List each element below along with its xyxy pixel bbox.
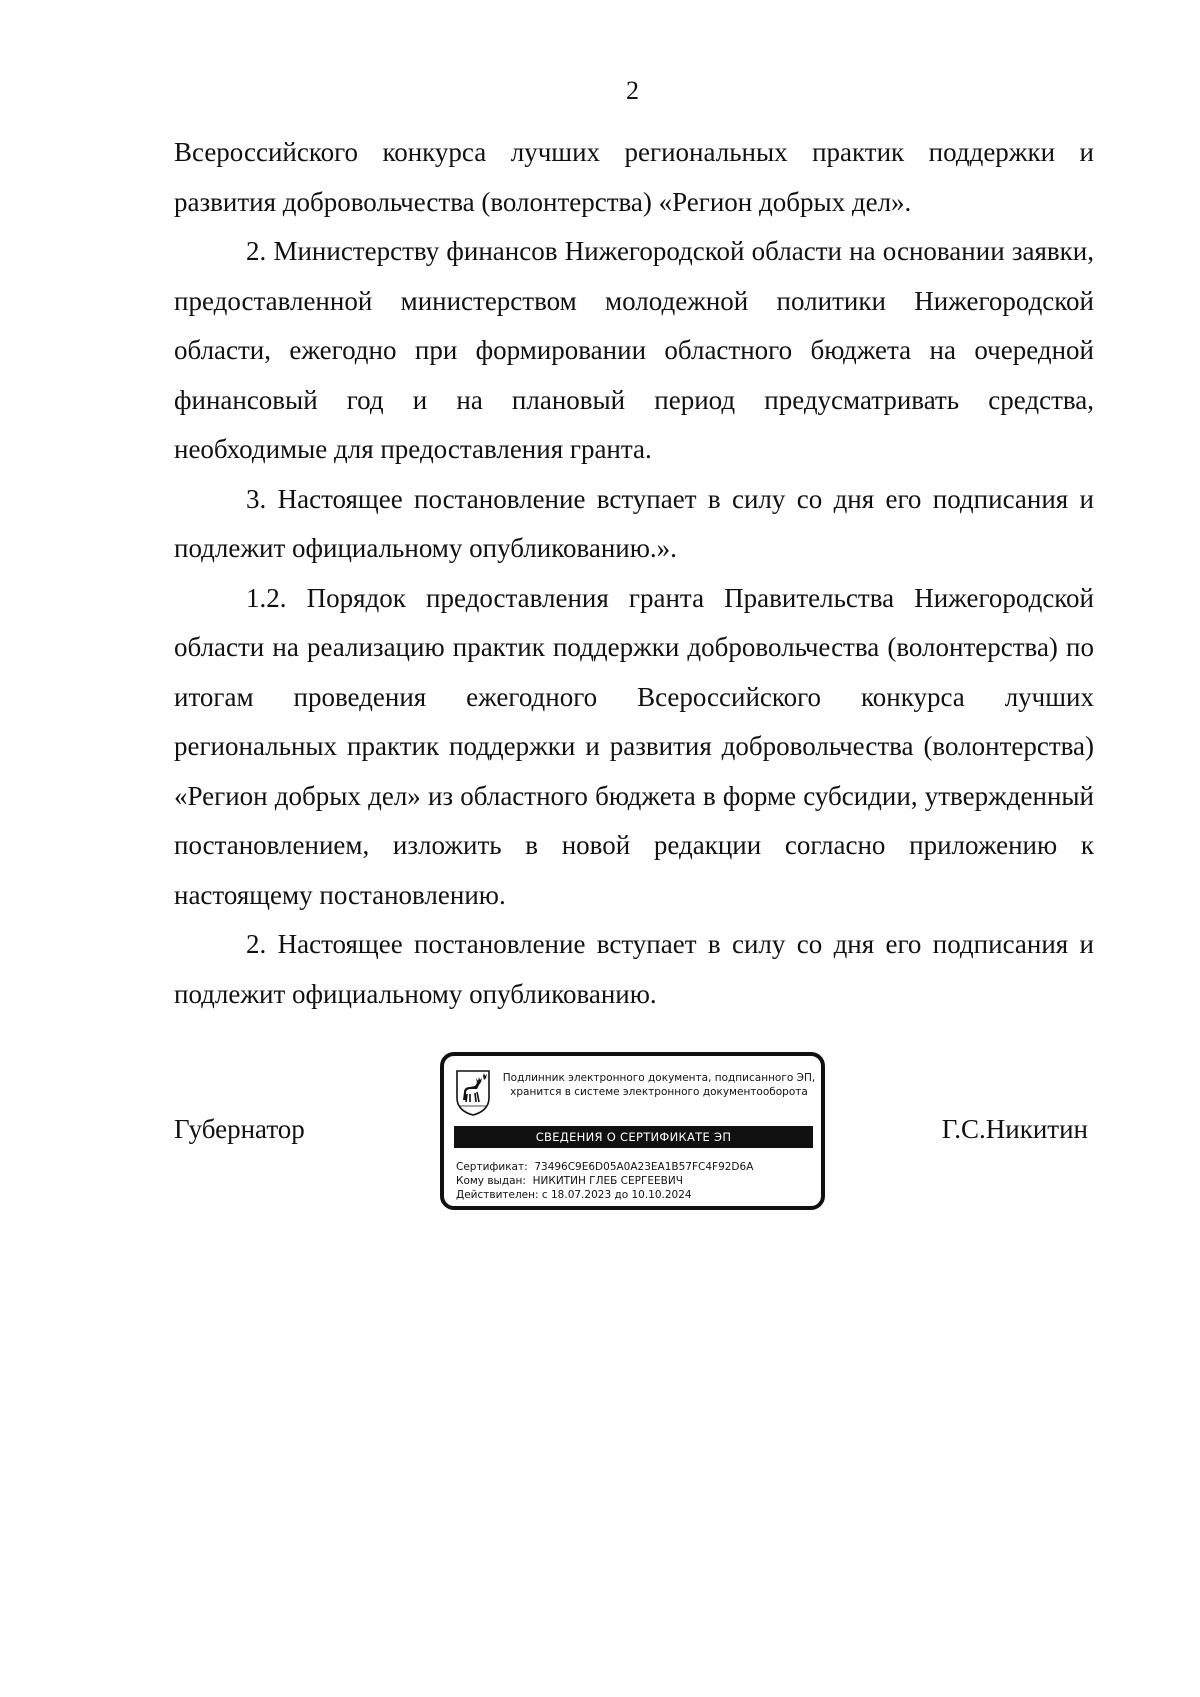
- issued-to-label: Кому выдан:: [456, 1175, 526, 1187]
- certificate-row: [456, 1160, 816, 1174]
- paragraph-item-2-effective: 2. Настоящее постановление вступает в силу со дня его подписания и подлежит официальному опубликованию.: [174, 929, 1094, 1009]
- page-number: 2: [626, 76, 639, 105]
- stamp-header-line1: Подлинник электронного документа, подписанного ЭП,: [502, 1072, 816, 1084]
- certificate-label: Сертификат:: [456, 1161, 528, 1173]
- paragraph-continuation: Всероссийского конкурса лучших региональных практик поддержки и развития добровольчества (волонтерства) «Регион добрых дел».: [174, 137, 1094, 217]
- issued-to-value: НИКИТИН ГЛЕБ СЕРГЕЕВИЧ: [532, 1175, 683, 1187]
- document-body: [174, 128, 1094, 1019]
- paragraph-item-3-effective: 3. Настоящее постановление вступает в силу со дня его подписания и подлежит официальному опубликованию.».: [174, 483, 1094, 563]
- signer-name: Г.С.Никитин: [941, 1114, 1088, 1144]
- certificate-value: 73496C9E6D05A0A23EA1B57FC4F92D6A: [534, 1161, 754, 1173]
- signature-block: [174, 1052, 1094, 1212]
- stamp-header: [496, 1071, 822, 1099]
- stamp-header-line2: хранится в системе электронного документооборота: [510, 1086, 808, 1098]
- issued-to-row: [456, 1174, 816, 1188]
- electronic-signature-stamp: [440, 1052, 825, 1210]
- deer-coat-of-arms-icon: [454, 1068, 492, 1116]
- certificate-info-band: СВЕДЕНИЯ О СЕРТИФИКАТЕ ЭП: [454, 1126, 813, 1148]
- certificate-details: [456, 1160, 816, 1202]
- validity-value: с 18.07.2023 до 10.10.2024: [541, 1189, 692, 1201]
- validity-row: [456, 1188, 816, 1202]
- paragraph-item-1-2-procedure: 1.2. Порядок предоставления гранта Правительства Нижегородской области на реализацию практик поддержки добровольчества (волонтерства) по итогам проведения ежегодного Всероссийского конкурса лучших региональных практик поддержки и развития добровольчества (волонтерства) «Регион добрых дел» из областного бюджета в форме субсидии, утвержденный постановлением, изложить в новой редакции согласно приложению к настоящему постановлению.: [174, 582, 1094, 910]
- validity-label: Действителен:: [456, 1189, 539, 1201]
- signer-position: Губернатор: [174, 1114, 305, 1144]
- paragraph-item-2-finance: 2. Министерству финансов Нижегородской области на основании заявки, предоставленной министерством молодежной политики Нижегородской области, ежегодно при формировании областного бюджета на очередной финансовый год и на плановый период предусматривать средства, необходимые для предоставления гранта.: [174, 236, 1094, 464]
